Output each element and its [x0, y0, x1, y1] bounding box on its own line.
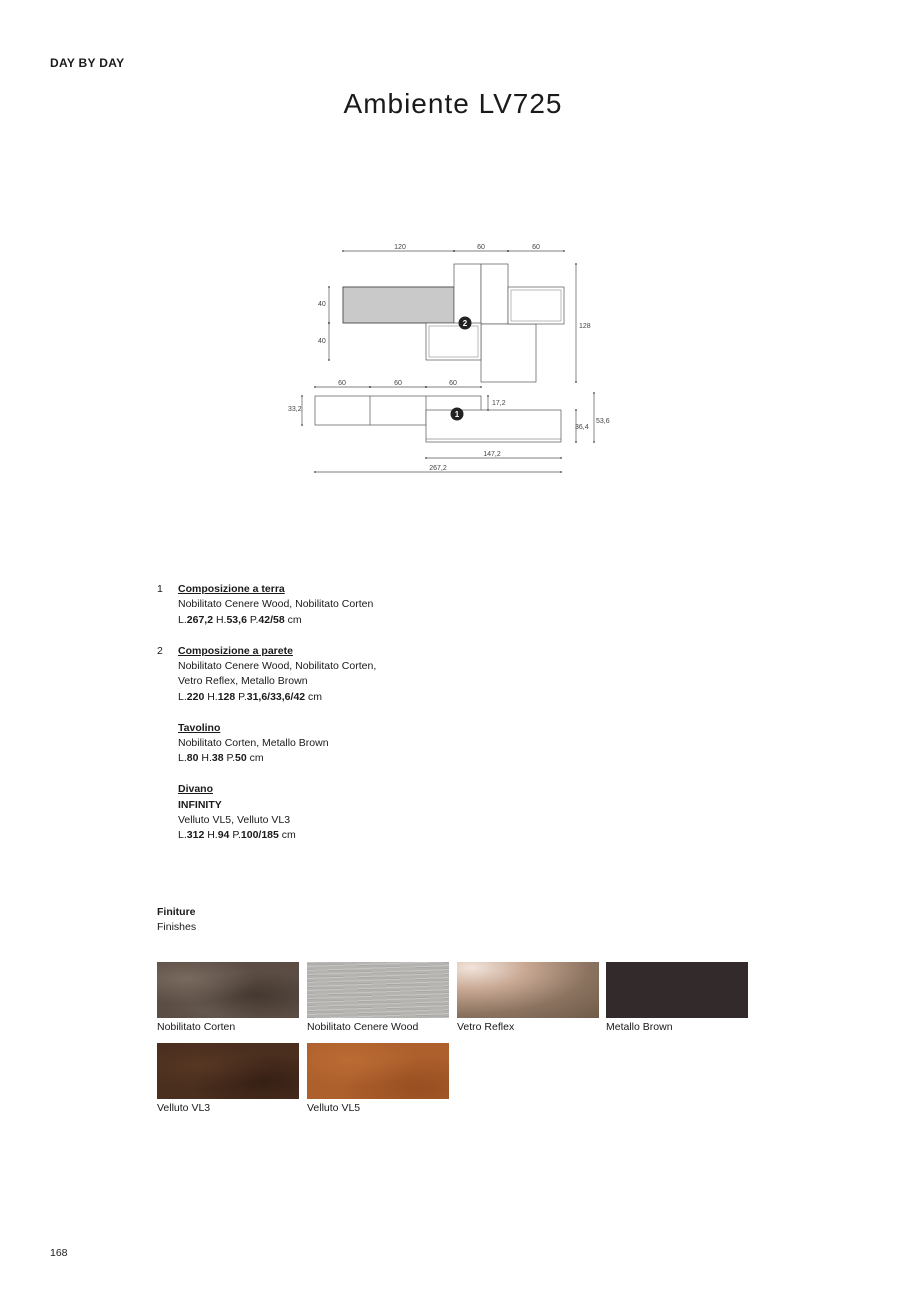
spec-material: Nobilitato Cenere Wood, Nobilitato Corten [178, 598, 374, 611]
dim-label: 40 [318, 301, 326, 308]
wall-tall-panel [481, 324, 536, 382]
spec-item [157, 582, 376, 628]
finish-label: Nobilitato Corten [157, 1021, 236, 1033]
spec-item [157, 644, 376, 706]
finish-swatch [606, 962, 748, 1033]
wall-column-right [481, 264, 508, 324]
dim-label: 40 [318, 338, 326, 345]
dim-label: 53,6 [596, 418, 610, 425]
finish-label: Velluto VL5 [307, 1102, 361, 1114]
spec-material: Nobilitato Corten, Metallo Brown [178, 737, 329, 750]
finish-chip [157, 1043, 299, 1099]
spec-item [157, 782, 376, 844]
wall-column-left [454, 264, 481, 324]
spec-material: Nobilitato Cenere Wood, Nobilitato Corten, [178, 660, 377, 673]
dim-label: 60 [477, 244, 485, 251]
spec-number: 1 [157, 583, 163, 595]
wall-glass-box-lower [426, 323, 481, 360]
floor-base-unit [426, 410, 561, 442]
finishes-title: Finiture [157, 906, 196, 918]
section-label: DAY BY DAY [50, 56, 125, 70]
spec-measures: L.267,2 H.53,6 P.42/58 cm [178, 613, 302, 626]
dim-label: 60 [449, 380, 457, 387]
finishes-subtitle: Finishes [157, 921, 197, 933]
dim-label: 60 [532, 244, 540, 251]
dim-label: 267,2 [429, 465, 447, 472]
finishes-heading [157, 905, 196, 935]
dim-label: 60 [338, 380, 346, 387]
dim-label: 147,2 [483, 451, 501, 458]
finish-label: Metallo Brown [606, 1021, 673, 1033]
dim-label: 60 [394, 380, 402, 387]
finish-swatch [307, 962, 449, 1033]
dim-label: 120 [394, 244, 406, 251]
dim-label: 33,2 [288, 406, 302, 413]
spec-name: Composizione a terra [178, 583, 285, 595]
spec-name: Divano [178, 783, 214, 796]
page-title: Ambiente LV725 [343, 88, 563, 119]
spec-name: Composizione a parete [178, 644, 293, 657]
finish-chip [307, 1043, 449, 1099]
spec-name: Tavolino [178, 721, 221, 734]
dim-label: 17,2 [492, 400, 506, 407]
finish-label: Velluto VL3 [157, 1102, 211, 1114]
finish-chip [606, 962, 748, 1018]
spec-measures: L.80 H.38 P.50 cm [178, 752, 264, 765]
finish-label: Vetro Reflex [457, 1021, 515, 1033]
spec-measures: L.312 H.94 P.100/185 cm [178, 829, 296, 842]
marker-1 [451, 408, 464, 421]
finish-swatch [307, 1043, 449, 1114]
spec-material: Vetro Reflex, Metallo Brown [178, 675, 308, 688]
finish-swatch [157, 962, 299, 1033]
page-number: 168 [50, 1247, 68, 1259]
spec-number: 2 [157, 644, 163, 657]
finish-swatch [457, 962, 599, 1033]
wall-glass-box-right [508, 287, 564, 324]
spec-measures: L.220 H.128 P.31,6/33,6/42 cm [178, 690, 323, 703]
spec-item [157, 721, 376, 767]
finish-label: Nobilitato Cenere Wood [307, 1021, 419, 1033]
wall-shelf-grey [343, 287, 454, 323]
svg-text:2: 2 [462, 319, 468, 328]
specs-list [157, 582, 376, 859]
spec-material: Velluto VL5, Velluto VL3 [178, 814, 291, 827]
marker-2 [459, 317, 472, 330]
finish-chip [157, 962, 299, 1018]
finish-swatch [157, 1043, 299, 1114]
dim-label: 128 [579, 323, 591, 330]
dim-label: 36,4 [575, 424, 589, 431]
technical-drawing [0, 0, 906, 560]
finish-chip [457, 962, 599, 1018]
svg-text:1: 1 [454, 410, 460, 419]
spec-brand: INFINITY [178, 798, 222, 811]
finish-chip [307, 962, 449, 1018]
